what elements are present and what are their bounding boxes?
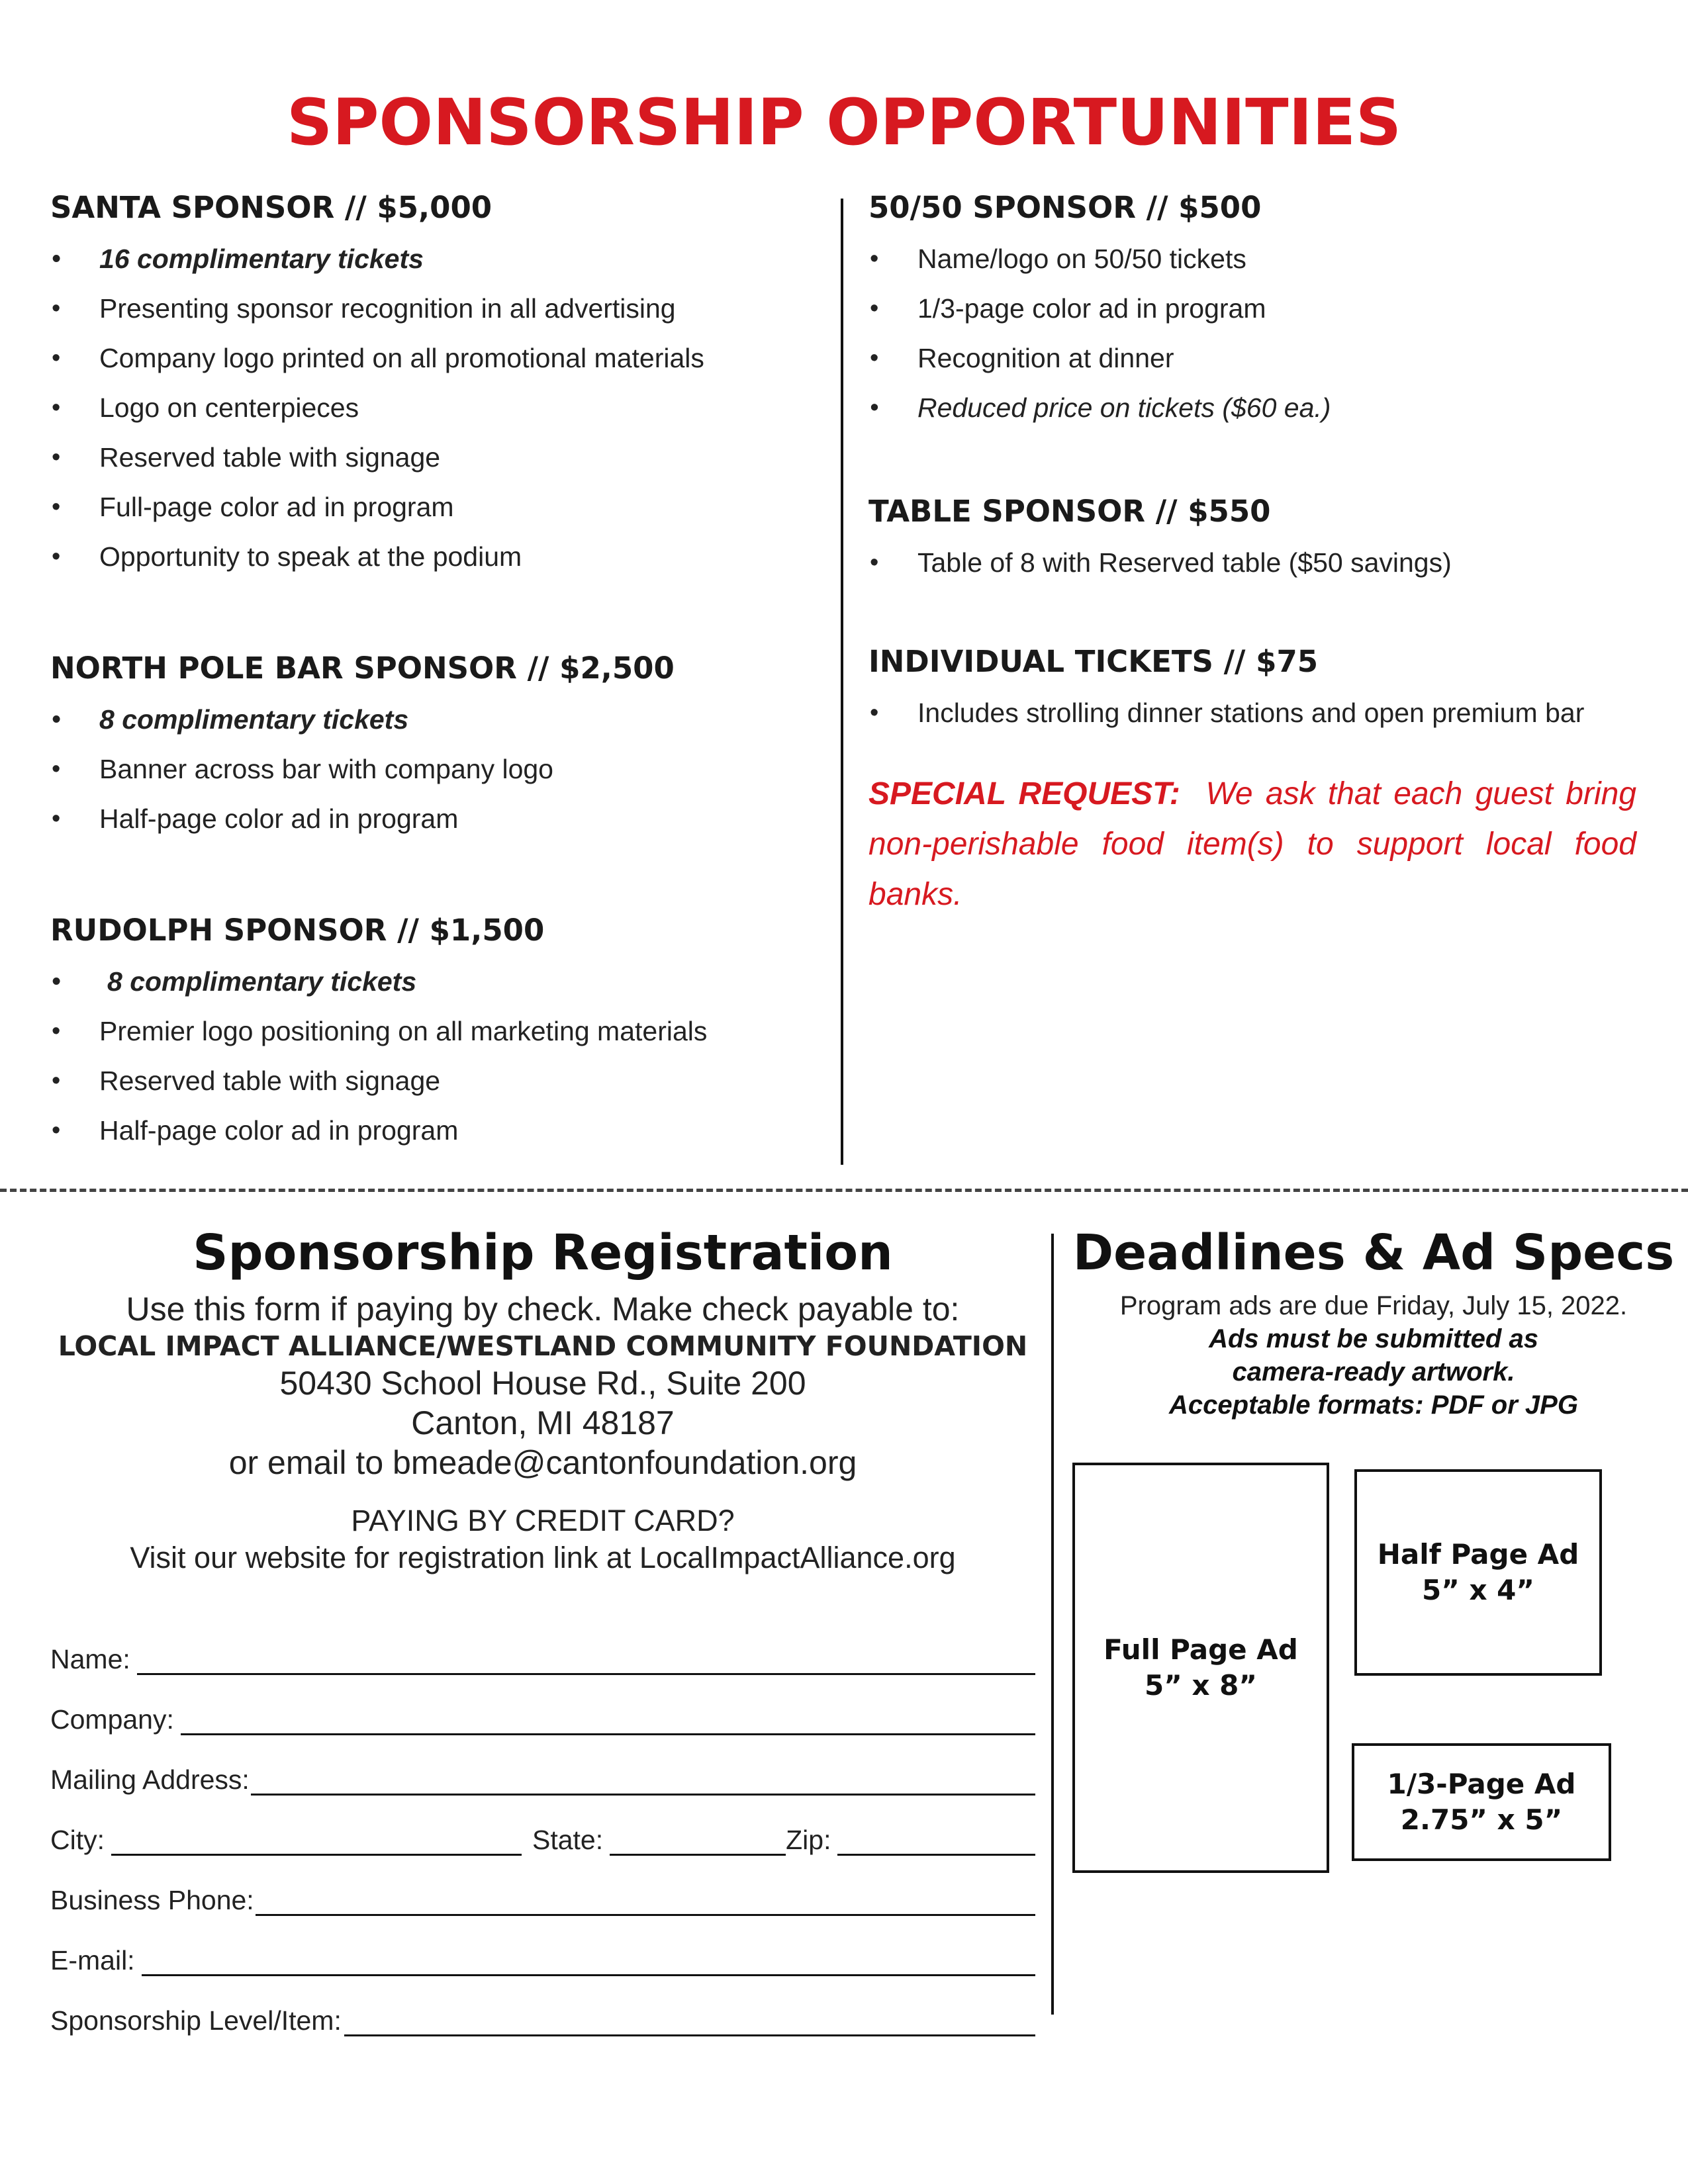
bullet-icon: • [52,968,61,995]
column-divider [841,199,843,1165]
ad-size: 2.75” x 5” [1400,1803,1563,1836]
benefit-text: Banner across bar with company logo [99,754,553,784]
benefit-text: Company logo printed on all promotional materials [99,343,704,373]
benefit-item [50,957,812,1007]
benefit-text: Presenting sponsor recognition in all advertising [99,293,676,324]
sponsor-block-table [868,490,1636,588]
credit-card-heading: PAYING BY CREDIT CARD? [351,1504,735,1537]
benefit-item [50,745,812,794]
sponsor-heading: TABLE SPONSOR // $550 [868,494,1271,529]
registration-section [40,1216,1046,2036]
ad-size: 5” x 4” [1422,1574,1534,1606]
sponsor-heading: SANTA SPONSOR // $5,000 [50,190,492,225]
benefit-item [868,284,1636,334]
benefit-text: Half-page color ad in program [99,803,459,834]
ad-deadline: Program ads are due Friday, July 15, 2022. [1119,1291,1628,1320]
benefit-item [50,695,812,745]
benefit-text: Logo on centerpieces [99,392,359,423]
sponsor-block-rudolph [50,909,812,1156]
sponsorship-level-field[interactable] [344,2001,1035,2036]
business-phone-field[interactable] [256,1881,1035,1916]
sponsor-block-50-50 [868,187,1636,433]
full-page-ad-box [1072,1463,1329,1873]
section-divider [1051,1234,1054,2015]
specs-title: Deadlines & Ad Specs [1072,1224,1675,1281]
third-page-ad-box [1352,1743,1611,1861]
name-label: Name: [50,1644,130,1674]
zip-field[interactable] [837,1821,1035,1856]
ad-requirement-line: Ads must be submitted as [1209,1324,1538,1353]
benefit-text: Reduced price on tickets ($60 ea.) [917,392,1331,423]
benefit-item [50,234,812,284]
benefit-item [50,1007,812,1056]
benefit-text: Premier logo positioning on all marketing materials [99,1016,708,1046]
ad-name: 1/3-Page Ad [1387,1768,1576,1800]
bullet-icon: • [52,705,61,733]
benefit-text: Table of 8 with Reserved table ($50 savings) [917,547,1452,578]
ad-size: 5” x 8” [1145,1669,1257,1702]
benefit-text: Reserved table with signage [99,1066,441,1096]
special-request [868,769,1636,920]
ad-requirements [1059,1322,1688,1422]
benefit-item [868,538,1636,588]
benefit-item [50,482,812,532]
bullet-icon: • [870,699,879,727]
zip-label: Zip: [786,1825,831,1855]
bullet-icon: • [870,549,879,576]
special-request-label: SPECIAL REQUEST: [868,776,1180,811]
bullet-icon: • [52,1067,61,1095]
city-state-zip-row [50,1796,1035,1856]
city-field[interactable] [111,1821,522,1856]
benefit-text: Half-page color ad in program [99,1115,459,1146]
benefit-text: Recognition at dinner [917,343,1174,373]
state-label: State: [532,1825,604,1855]
bullet-icon: • [52,344,61,372]
cut-line-divider [0,1189,1688,1192]
check-instructions: Use this form if paying by check. Make check payable to: [126,1291,960,1328]
benefit-item [50,284,812,334]
right-sponsor-column [868,187,1636,920]
credit-card-text: Visit our website for registration link at LocalImpactAlliance.org [130,1541,956,1574]
bullet-icon: • [52,394,61,422]
registration-form [50,1615,1035,2036]
sponsor-block-santa [50,187,812,582]
special-request-text: We ask that each guest bring non-perishable food item(s) to support local food banks. [868,776,1637,912]
sponsor-heading: RUDOLPH SPONSOR // $1,500 [50,913,545,948]
benefit-list [868,688,1636,737]
sponsor-block-north-pole-bar [50,647,812,844]
benefit-item [868,688,1636,737]
benefit-item [50,334,812,383]
business-phone-label: Business Phone: [50,1885,254,1915]
address-line-1: 50430 School House Rd., Suite 200 [279,1365,806,1402]
benefit-text: Opportunity to speak at the podium [99,541,522,572]
benefit-list [868,234,1636,433]
mailing-address-label: Mailing Address: [50,1764,250,1795]
business-phone-field-row [50,1856,1035,1916]
bullet-icon: • [870,394,879,422]
benefit-item [868,383,1636,433]
sponsor-heading: INDIVIDUAL TICKETS // $75 [868,644,1319,679]
mailing-address-field[interactable] [251,1760,1035,1796]
name-field[interactable] [137,1640,1035,1675]
sponsor-block-individual-tickets [868,641,1636,737]
ad-requirement-line: Acceptable formats: PDF or JPG [1169,1390,1578,1420]
benefit-text: Full-page color ad in program [99,492,454,522]
benefit-text: Includes strolling dinner stations and open premium bar [917,698,1585,728]
sponsorship-level-field-row [50,1976,1035,2036]
email-label: E-mail: [50,1945,135,1976]
mailing-address-field-row [50,1735,1035,1796]
benefit-item [50,1056,812,1106]
bullet-icon: • [52,543,61,570]
benefit-item [868,234,1636,284]
bullet-icon: • [52,443,61,471]
email-field-row [50,1916,1035,1976]
email-instructions: or email to bmeade@cantonfoundation.org [228,1444,857,1481]
sponsorship-level-label: Sponsorship Level/Item: [50,2005,342,2036]
address-line-2: Canton, MI 48187 [411,1404,675,1441]
sponsor-heading: 50/50 SPONSOR // $500 [868,190,1262,225]
bullet-icon: • [52,295,61,322]
benefit-text: Reserved table with signage [99,442,441,473]
city-label: City: [50,1825,105,1855]
benefit-item [50,383,812,433]
state-field[interactable] [610,1821,786,1856]
name-field-row [50,1615,1035,1675]
company-field-row [50,1675,1035,1735]
bullet-icon: • [870,245,879,273]
registration-title: Sponsorship Registration [193,1224,893,1281]
sponsor-heading: NORTH POLE BAR SPONSOR // $2,500 [50,651,675,686]
bullet-icon: • [52,1017,61,1045]
page-title: SPONSORSHIP OPPORTUNITIES [286,85,1402,159]
benefit-item [50,433,812,482]
benefit-text: 8 complimentary tickets [107,966,417,997]
benefit-item [50,794,812,844]
email-field[interactable] [142,1941,1035,1976]
benefit-list [50,234,812,582]
registration-instructions [40,1289,1046,1482]
bullet-icon: • [52,755,61,783]
benefit-text: Name/logo on 50/50 tickets [917,244,1246,274]
bullet-icon: • [52,805,61,833]
bullet-icon: • [52,493,61,521]
benefit-item [868,334,1636,383]
benefit-list [50,957,812,1156]
benefit-list [50,695,812,844]
bullet-icon: • [52,245,61,273]
ad-specs-section [1059,1216,1688,1422]
benefit-text: 8 complimentary tickets [99,704,409,735]
bullet-icon: • [52,1116,61,1144]
company-field[interactable] [181,1700,1035,1735]
half-page-ad-box [1354,1469,1602,1676]
bullet-icon: • [870,295,879,322]
bullet-icon: • [870,344,879,372]
benefit-text: 1/3-page color ad in program [917,293,1266,324]
benefit-list [868,538,1636,588]
payee-name: LOCAL IMPACT ALLIANCE/WESTLAND COMMUNITY FOUNDATION [58,1330,1028,1362]
benefit-item [50,532,812,582]
ad-name: Half Page Ad [1377,1538,1579,1570]
benefit-item [50,1106,812,1156]
company-label: Company: [50,1704,174,1735]
benefit-text: 16 complimentary tickets [99,244,424,274]
left-sponsor-column [50,187,812,1156]
ad-requirement-line: camera-ready artwork. [1232,1357,1515,1387]
ad-name: Full Page Ad [1103,1633,1298,1666]
credit-card-info [40,1502,1046,1576]
